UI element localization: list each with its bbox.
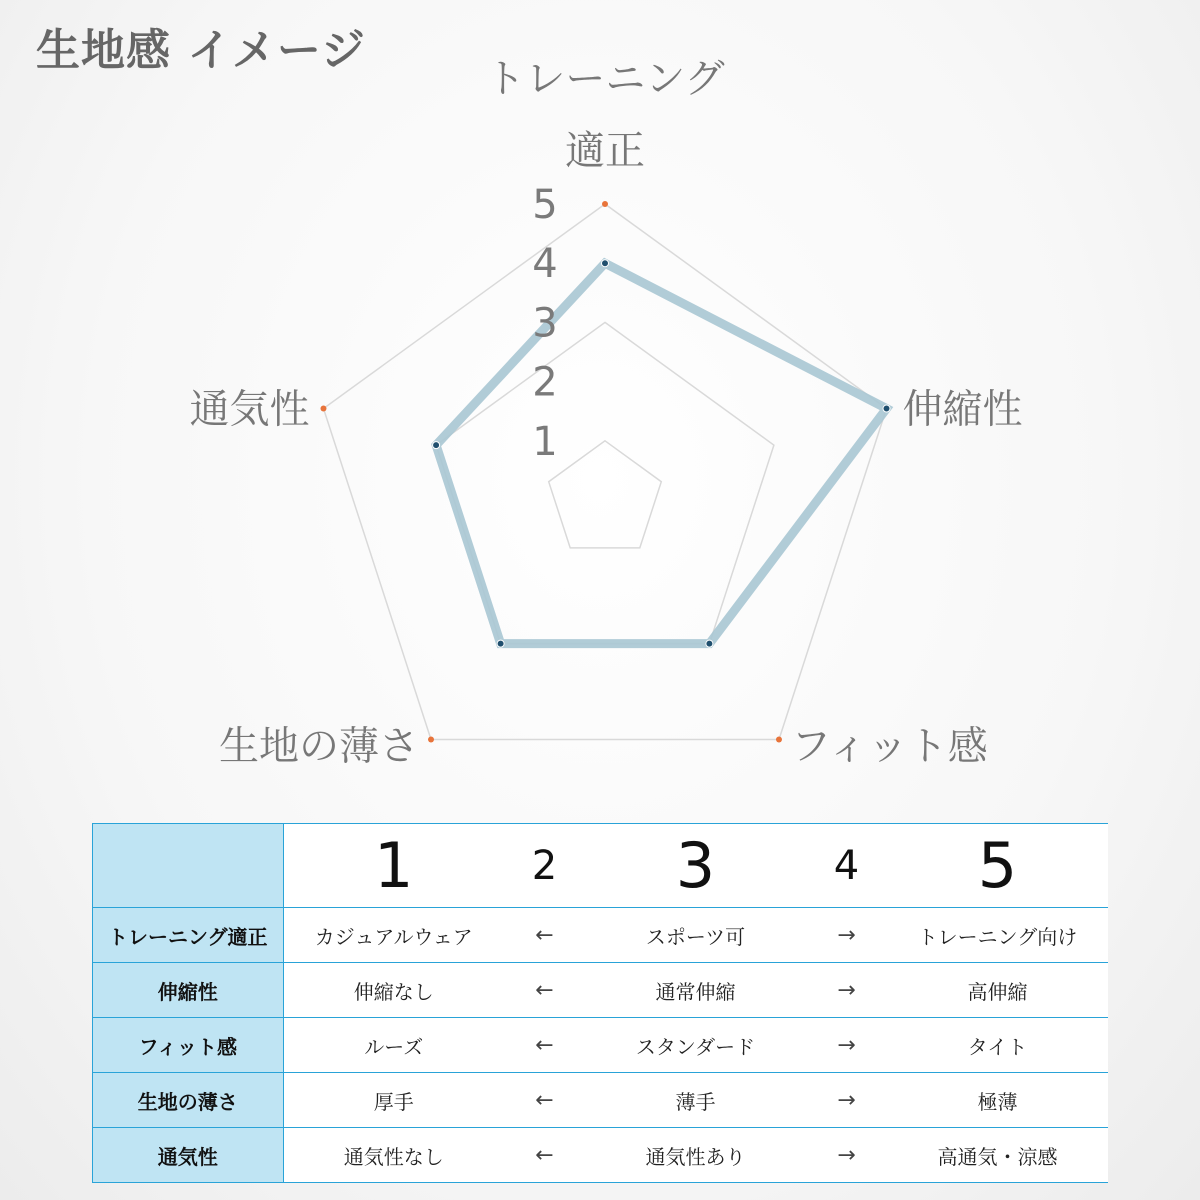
row-low-desc: 伸縮なし [283, 963, 504, 1018]
row-mid-desc: 通気性あり [585, 1128, 806, 1183]
scale-header-row [93, 824, 1109, 908]
axis-end-marker [320, 406, 326, 412]
row-high-desc: トレーニング向け [887, 908, 1108, 963]
scale-header-3: 3 [585, 824, 806, 908]
row-label: フィット感 [93, 1018, 284, 1073]
table-corner-cell [93, 824, 284, 908]
row-high-desc: 高通気・涼感 [887, 1128, 1108, 1183]
radar-grid [323, 204, 886, 739]
scale-header-2: 2 [504, 824, 585, 908]
axis-end-marker [602, 201, 608, 207]
data-point [497, 640, 504, 647]
table-row [93, 963, 1109, 1018]
grid-ring-1 [549, 441, 662, 548]
row-mid-desc: 薄手 [585, 1073, 806, 1128]
page-title: 生地感 イメージ [36, 25, 366, 76]
row-label: 通気性 [93, 1128, 284, 1183]
series-line [436, 263, 886, 643]
left-arrow-icon: ← [504, 1018, 585, 1073]
row-mid-desc: スタンダード [585, 1018, 806, 1073]
right-arrow-icon: → [806, 963, 887, 1018]
axis-label: 通気性 [189, 386, 310, 433]
right-arrow-icon: → [806, 1073, 887, 1128]
axis-label: 生地の薄さ [219, 723, 420, 770]
row-label: トレーニング適正 [93, 908, 284, 963]
left-arrow-icon: ← [504, 963, 585, 1018]
row-low-desc: カジュアルウェア [283, 908, 504, 963]
axis-end-marker [428, 736, 434, 742]
axis-label: 適正 [565, 128, 645, 174]
axis-label: トレーニング [485, 56, 725, 102]
data-point [883, 405, 890, 412]
right-arrow-icon: → [806, 1128, 887, 1183]
radar-axis-labels [189, 56, 1022, 769]
row-high-desc: 極薄 [887, 1073, 1108, 1128]
tick-label: 4 [532, 241, 558, 288]
left-arrow-icon: ← [504, 1073, 585, 1128]
row-low-desc: 厚手 [283, 1073, 504, 1128]
left-arrow-icon: ← [504, 908, 585, 963]
table-row [93, 1018, 1109, 1073]
tick-label: 3 [532, 300, 558, 347]
tick-label: 2 [532, 359, 558, 406]
table-row [93, 1128, 1109, 1183]
axis-label: フィット感 [790, 723, 988, 770]
row-low-desc: ルーズ [283, 1018, 504, 1073]
radar-series [436, 263, 886, 643]
row-low-desc: 通気性なし [283, 1128, 504, 1183]
axis-label: 伸縮性 [902, 386, 1023, 433]
data-point [433, 442, 440, 449]
tick-label: 1 [532, 418, 558, 465]
scale-header-1: 1 [283, 824, 504, 908]
scale-legend-table [92, 823, 1108, 1183]
data-point [602, 260, 609, 267]
right-arrow-icon: → [806, 1018, 887, 1073]
table-row [93, 908, 1109, 963]
row-high-desc: タイト [887, 1018, 1108, 1073]
row-mid-desc: 通常伸縮 [585, 963, 806, 1018]
row-label: 生地の薄さ [93, 1073, 284, 1128]
tick-label: 5 [532, 182, 558, 228]
row-high-desc: 高伸縮 [887, 963, 1108, 1018]
axis-end-marker [776, 736, 782, 742]
grid-ring-5 [323, 204, 886, 739]
scale-header-5: 5 [887, 824, 1108, 908]
row-mid-desc: スポーツ可 [585, 908, 806, 963]
scale-header-4: 4 [806, 824, 887, 908]
table-row [93, 1073, 1109, 1128]
radar-ticks [532, 182, 557, 465]
row-label: 伸縮性 [93, 963, 284, 1018]
data-point [706, 640, 713, 647]
right-arrow-icon: → [806, 908, 887, 963]
left-arrow-icon: ← [504, 1128, 585, 1183]
